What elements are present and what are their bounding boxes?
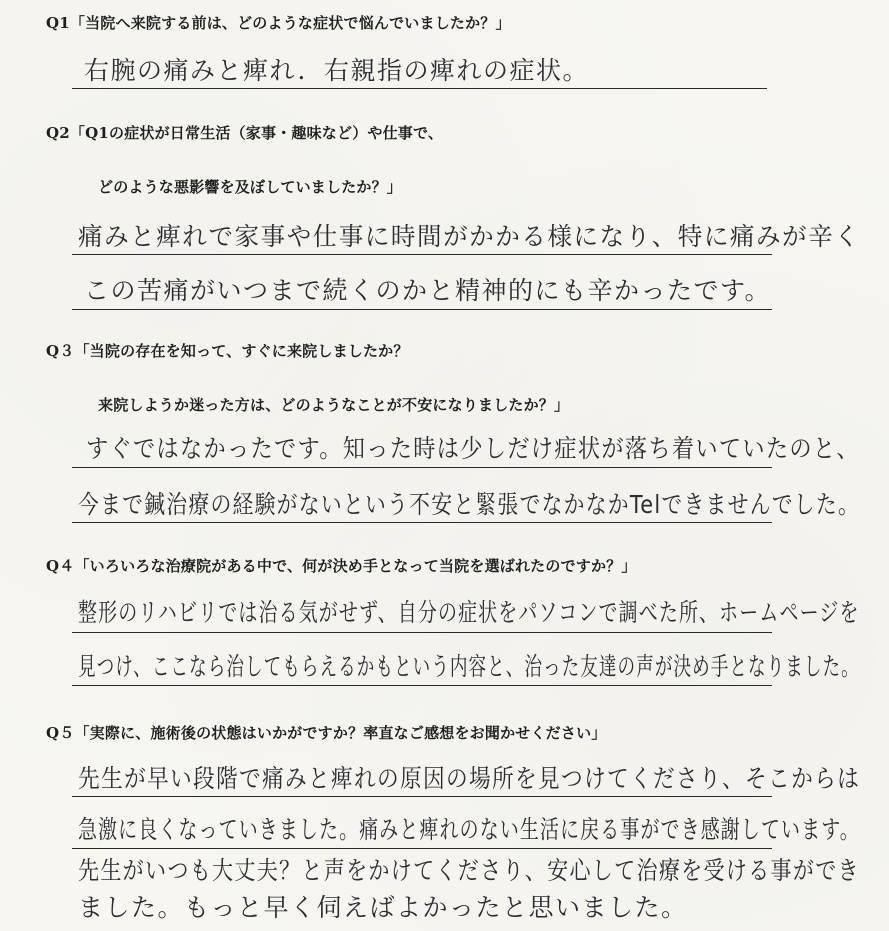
answer-4-line-1: 整形のリハビリでは治る気がせず、自分の症状をパソコンで調べた所、ホームページを bbox=[78, 598, 860, 627]
answer-5-line-1: 先生が早い段階で痛みと痺れの原因の場所を見つけてくださり、そこからは bbox=[78, 764, 861, 793]
answer-rule bbox=[72, 632, 772, 633]
answer-rule bbox=[72, 467, 772, 468]
answer-rule bbox=[72, 88, 767, 89]
answer-rule bbox=[72, 685, 772, 686]
answer-5-line-3: 先生がいつも大丈夫？と声をかけてくださり、安心して治療を受ける事ができ bbox=[78, 856, 860, 885]
answer-1-line-1: 右腕の痛みと痺れ．右親指の痺れの症状。 bbox=[84, 56, 590, 85]
question-2-text: Q2「Q1の症状が日常生活（家事・趣味など）や仕事で、 bbox=[46, 124, 444, 142]
question-5-text: Q５「実際に、施術後の状態はいかがですか？率直なご感想をお聞かせください」 bbox=[46, 724, 607, 742]
answer-3-line-2: 今まで鍼治療の経験がないという不安と緊張でなかなかTelできませんでした。 bbox=[78, 490, 861, 519]
question-4-text: Q４「いろいろな治療院がある中で、何が決め手となって当院を選ばれたのですか？」 bbox=[46, 557, 637, 575]
question-3-text: Q３「当院の存在を知って、すぐに来院しましたか？ bbox=[46, 342, 409, 360]
answer-rule bbox=[72, 522, 772, 523]
answer-5-line-2: 急激に良くなっていきました。痛みと痺れのない生活に戻る事ができ感謝しています。 bbox=[78, 815, 860, 844]
answer-5-line-4: ました。もっと早く伺えばよかったと思いました。 bbox=[78, 893, 688, 922]
answer-2-line-1: 痛みと痺れで家事や仕事に時間がかかる様になり、特に痛みが辛く bbox=[78, 222, 861, 251]
answer-rule bbox=[72, 309, 772, 310]
answer-rule bbox=[72, 848, 772, 849]
answer-rule bbox=[72, 254, 772, 255]
answer-rule bbox=[72, 796, 772, 797]
answer-2-line-2: この苦痛がいつまで続くのかと精神的にも辛かったです。 bbox=[84, 276, 772, 305]
question-3-text-cont: 来院しようか迷った方は、どのようなことが不安になりましたか？」 bbox=[98, 396, 570, 414]
question-2-text-cont: どのような悪影響を及ぼしていましたか？」 bbox=[98, 178, 403, 196]
question-1-text: Q1「当院へ来院する前は、どのような症状で悩んでいましたか？」 bbox=[46, 14, 511, 32]
answer-4-line-2: 見つけ、ここなら治してもらえるかもという内容と、治った友達の声が決め手となりました。 bbox=[78, 652, 860, 681]
answer-3-line-1: すぐではなかったです。知った時は少しだけ症状が落ち着いていたのと、 bbox=[86, 434, 860, 463]
